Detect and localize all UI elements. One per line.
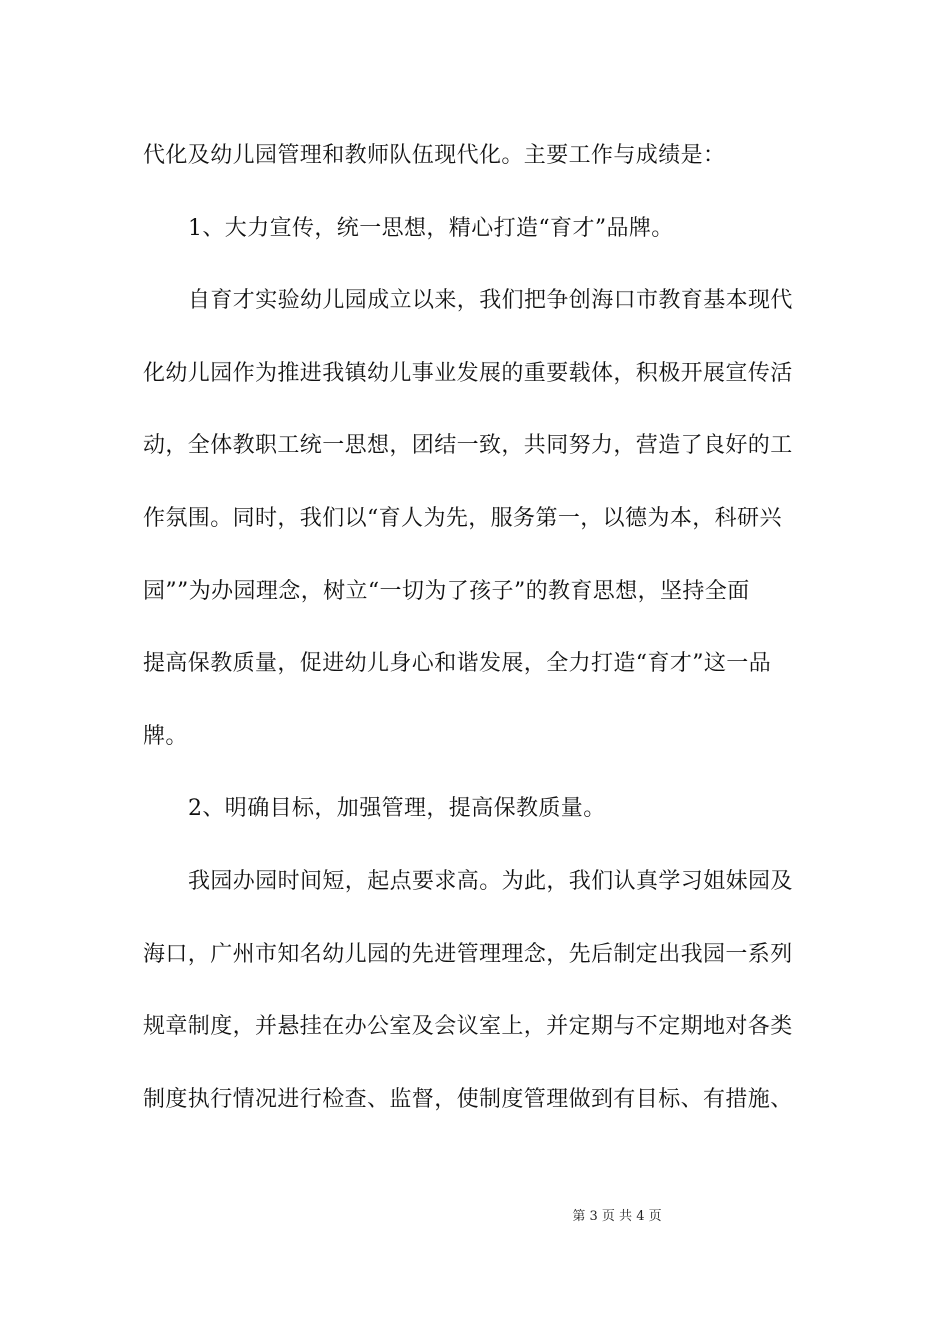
paragraph-1-line-1: 自育才实验幼儿园成立以来，我们把争创海口市教育基本现代 — [188, 288, 793, 314]
paragraph-1-line-6: 提高保教质量，促进幼儿身心和谐发展，全力打造“育才”这一品 — [143, 651, 772, 677]
paragraph-2-line-1: 我园办园时间短，起点要求高。为此，我们认真学习姐妹园及 — [188, 868, 793, 894]
paragraph-1-line-5: 园””为办园理念，树立“一切为了孩子”的教育思想，坚持全面 — [143, 578, 750, 604]
paragraph-1-line-2: 化幼儿园作为推进我镇幼儿事业发展的重要载体，积极开展宣传活 — [143, 360, 793, 386]
paragraph-1-line-4: 作氛围。同时，我们以“育人为先，服务第一，以德为本，科研兴 — [143, 505, 782, 531]
body-text — [143, 130, 809, 1146]
paragraph-2-line-2: 海口，广州市知名幼儿园的先进管理理念，先后制定出我园一系列 — [143, 941, 793, 967]
section-heading-2: 2、明确目标，加强管理，提高保教质量。 — [188, 796, 606, 822]
page-footer — [0, 1208, 950, 1226]
text-line-1: 代化及幼儿园管理和教师队伍现代化。主要工作与成绩是： — [143, 143, 726, 168]
paragraph-1-line-7: 牌。 — [143, 723, 188, 749]
section-heading-1: 1、大力宣传，统一思想，精心打造“育才”品牌。 — [188, 215, 674, 241]
paragraph-2-line-4: 制度执行情况进行检查、监督，使制度管理做到有目标、有措施、 — [143, 1086, 793, 1112]
page-number: 第 3 页 共 4 页 — [572, 1209, 662, 1224]
paragraph-1-line-3: 动，全体教职工统一思想，团结一致，共同努力，营造了良好的工 — [143, 433, 793, 459]
paragraph-2-line-3: 规章制度，并悬挂在办公室及会议室上，并定期与不定期地对各类 — [143, 1014, 793, 1040]
